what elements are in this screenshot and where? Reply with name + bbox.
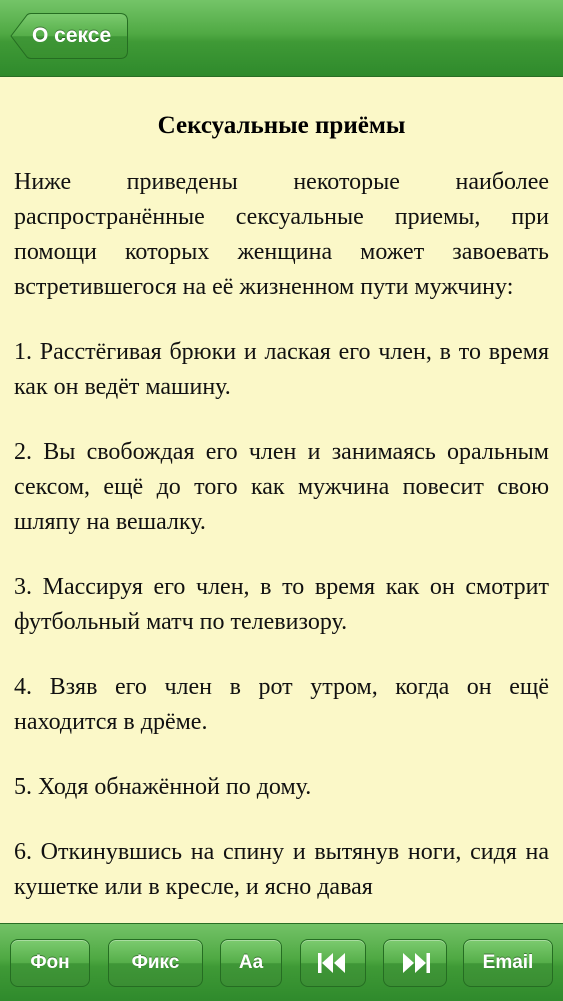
- article-title: Сексуальные приёмы: [157, 112, 406, 139]
- navigation-bar: [0, 0, 563, 77]
- previous-button[interactable]: [300, 939, 366, 987]
- fast-forward-icon: [399, 951, 431, 975]
- article-paragraph-5: 5. Ходя обнажённой по дому.: [14, 774, 312, 800]
- article-paragraph-3: 3. Массируя его член, в то время как он смотрит футбольный матч по телевизору.: [14, 574, 549, 635]
- article-paragraph-1: 1. Расстёгивая брюки и лаская его член, в то время как он ведёт машину.: [14, 339, 549, 400]
- article-paragraph-4: 4. Взяв его член в рот утром, когда он ещё находится в дрёме.: [14, 674, 549, 735]
- back-button-label: О сексе: [32, 24, 112, 47]
- next-button[interactable]: [383, 939, 447, 987]
- article-content[interactable]: [0, 77, 563, 923]
- back-button[interactable]: [10, 13, 128, 59]
- fix-button[interactable]: Фикс: [108, 939, 203, 987]
- background-button[interactable]: Фон: [10, 939, 90, 987]
- rewind-icon: [317, 951, 349, 975]
- article-paragraph-2: 2. Вы свобождая его член и занимаясь оральным сексом, ещё до того как мужчина повесит свою шляпу на вешалку.: [14, 439, 549, 535]
- email-button[interactable]: Email: [463, 939, 553, 987]
- font-size-button[interactable]: Aa: [220, 939, 282, 987]
- article-paragraph-6: 6. Откинувшись на спину и вытянув ноги, сидя на кушетке или в кресле, и ясно давая: [14, 839, 549, 900]
- article-paragraph-intro: Ниже приведены некоторые наиболее распространённые сексуальные приемы, при помощи которых женщина может завоевать встретившегося на её жизненном пути мужчину:: [14, 169, 549, 300]
- bottom-toolbar: [0, 923, 563, 1001]
